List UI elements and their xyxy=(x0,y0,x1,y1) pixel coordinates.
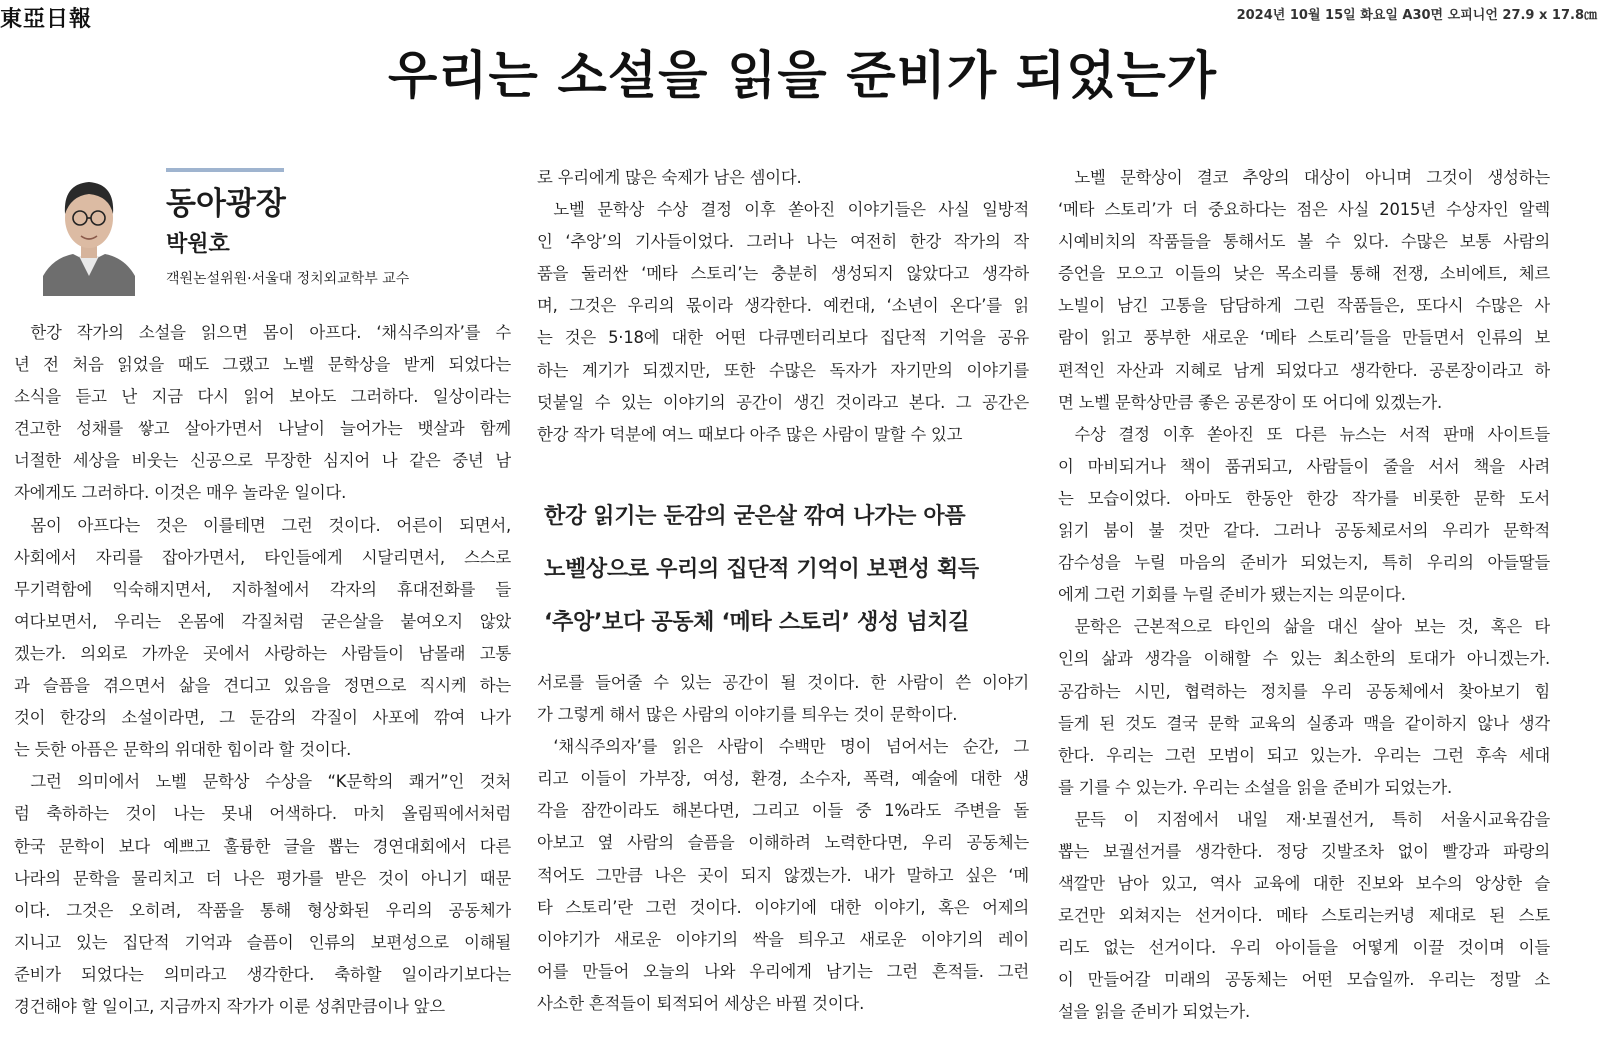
text-line: 한국 문학이 보다 예쁘고 훌륭한 글을 뽑는 경연대회에서 다른 xyxy=(14,836,511,856)
author-name: 박원호 xyxy=(166,232,230,257)
text-line: 문득 이 지점에서 내일 재·보궐선거, 특히 서울시교육감을 xyxy=(1074,809,1550,829)
text-line: 것이 한강의 소설이라면, 그 둔감의 각질이 사포에 깎여 나가 xyxy=(14,708,511,728)
text-line: 이야기가 새로운 이야기의 싹을 틔우고 새로운 이야기의 레이 xyxy=(537,929,1029,949)
text-line: 겠는가. 의외로 가까운 곳에서 사랑하는 사람들이 남몰래 고통 xyxy=(14,643,511,663)
text-line: 시예비치의 작품들을 통해서도 볼 수 있다. 수많은 보통 사람의 xyxy=(1058,232,1550,252)
text-line: 무기력함에 익숙해지면서, 지하철에서 각자의 휴대전화를 들 xyxy=(14,579,511,599)
pull-quote-line: 한강 읽기는 둔감의 굳은살 깎여 나가는 아픔 xyxy=(544,504,966,529)
pull-quote-line: 노벨상으로 우리의 집단적 기억이 보편성 획득 xyxy=(544,557,979,582)
text-line: 에게 그런 기회를 누릴 준비가 됐는지는 의문이다. xyxy=(1058,585,1406,605)
text-line: 인 ‘추앙’의 기사들이었다. 그러나 나는 여전히 한강 작가의 작 xyxy=(537,232,1029,252)
pull-quote xyxy=(544,490,1024,649)
text-line: 수상 결정 이후 쏟아진 또 다른 뉴스는 서적 판매 사이트들 xyxy=(1074,424,1550,444)
text-line: 각을 잠깐이라도 해본다면, 그리고 이들 중 1%라도 주변을 돌 xyxy=(537,801,1029,821)
article-headline: 우리는 소설을 읽을 준비가 되었는가 xyxy=(387,47,1217,106)
text-line: 어를 만들어 오늘의 나와 우리에게 남기는 그런 흔적들. 그런 xyxy=(537,961,1029,981)
text-line: 가 그렇게 해서 많은 사람의 이야기를 틔우는 것이 문학이다. xyxy=(537,705,958,725)
text-line: 한강 작가 덕분에 여느 때보다 아주 많은 사람이 말할 수 있고 xyxy=(537,424,963,444)
text-line: 들게 된 것도 결국 문학 교육의 실종과 맥을 같이하지 않나 생각 xyxy=(1058,713,1550,733)
article-column-2-bottom xyxy=(537,667,1029,1020)
text-line: 편적인 자산과 지혜로 남게 되었다고 생각한다. 공론장이라고 하 xyxy=(1058,360,1550,380)
text-line: 경건해야 할 일이고, 지금까지 작가가 이룬 성취만큼이나 앞으 xyxy=(14,996,445,1016)
text-line: 한강 작가의 소설을 읽으면 몸이 아프다. ‘채식주의자’를 수 xyxy=(30,323,511,342)
article-column-1 xyxy=(14,317,511,1023)
text-line: 설을 읽을 준비가 되었는가. xyxy=(1058,1002,1251,1022)
text-line: 증언을 모으고 이들의 낮은 목소리를 통해 전쟁, 소비에트, 체르 xyxy=(1058,264,1550,284)
text-line: 감수성을 누릴 마음의 준비가 되었는지, 특히 우리의 아들딸들 xyxy=(1058,553,1550,573)
text-line: 이 만들어갈 미래의 공동체는 어떤 모습일까. 우리는 정말 소 xyxy=(1058,970,1550,990)
text-line: 며, 그것은 우리의 몫이라 생각한다. 예컨대, ‘소년이 온다’를 읽 xyxy=(537,296,1029,316)
text-line: 견고한 성채를 쌓고 살아가면서 나날이 늘어가는 뱃살과 함께 xyxy=(14,419,511,439)
text-line: 사소한 흔적들이 퇴적되어 세상은 바뀔 것이다. xyxy=(537,993,865,1013)
text-line: 는 모습이었다. 아마도 한동안 한강 작가를 비롯한 문학 도서 xyxy=(1058,488,1550,508)
text-line: 로건만 외쳐지는 선거이다. 메타 스토리는커녕 제대로 된 스토 xyxy=(1058,906,1550,926)
text-line: 품을 둘러싼 ‘메타 스토리’는 충분히 생성되지 않았다고 생각하 xyxy=(537,264,1029,284)
article-column-2-top xyxy=(537,162,1029,451)
text-line: 서로를 들어줄 수 있는 공간이 될 것이다. 한 사람이 쓴 이야기 xyxy=(537,673,1029,692)
text-line: 덧붙일 수 있는 이야기의 공간이 생긴 것이라고 본다. 그 공간은 xyxy=(537,392,1029,412)
text-line: 람이 읽고 풍부한 새로운 ‘메타 스토리’들을 만들면서 인류의 보 xyxy=(1058,328,1550,348)
text-line: 나라의 문학을 물리치고 더 나은 평가를 받은 것이 아니기 때문 xyxy=(14,868,511,888)
newspaper-masthead: 東亞日報 xyxy=(0,6,93,32)
text-line: 사회에서 자리를 잡아가면서, 타인들에게 시달리면서, 스스로 xyxy=(14,547,511,567)
text-line: 한다. 우리는 그런 모범이 되고 있는가. 우리는 그런 후속 세대 xyxy=(1058,745,1550,765)
text-line: 과 슬픔을 겪으면서 삶을 견디고 있음을 정면으로 직시케 하는 xyxy=(14,676,511,696)
text-line: 년 전 처음 읽었을 때도 그랬고 노벨 문학상을 받게 되었다는 xyxy=(14,355,511,375)
text-line: 뽑는 보궐선거를 생각한다. 정당 깃발조차 없이 빨강과 파랑의 xyxy=(1058,841,1550,861)
text-line: 문학은 근본적으로 타인의 삶을 대신 살아 보는 것, 혹은 타 xyxy=(1074,617,1550,637)
text-line: 타 스토리’란 그런 것이다. 이야기에 대한 이야기, 혹은 어제의 xyxy=(537,897,1029,917)
text-line: 면 노벨 문학상만큼 좋은 공론장이 또 어디에 있겠는가. xyxy=(1058,392,1443,412)
article-column-3 xyxy=(1058,162,1550,1029)
text-line: 하는 계기가 되겠지만, 또한 수많은 독자가 자기만의 이야기를 xyxy=(537,360,1029,380)
text-line: 준비가 되었다는 의미라고 생각한다. 축하할 일이라기보다는 xyxy=(14,964,511,984)
text-line: 너절한 세상을 비웃는 신공으로 무장한 심지어 나 같은 중년 남 xyxy=(14,451,511,471)
text-line: 로 우리에게 많은 숙제가 남은 셈이다. xyxy=(537,168,802,187)
text-line: 이 마비되거나 책이 품귀되고, 사람들이 줄을 서서 책을 사려 xyxy=(1058,456,1550,476)
column-name-rule xyxy=(166,168,284,172)
author-title: 객원논설위원·서울대 정치외교학부 교수 xyxy=(166,271,410,287)
text-line: 노벨 문학상 수상 결정 이후 쏟아진 이야기들은 사실 일방적 xyxy=(553,200,1029,220)
text-line: 몸이 아프다는 것은 이를테면 그런 것이다. 어른이 되면서, xyxy=(30,515,511,535)
text-line: 읽기 붐이 불 것만 같다. 그러나 공동체로서의 우리가 문학적 xyxy=(1058,521,1550,541)
publication-dateline: 2024년 10월 15일 화요일 A30면 오피니언 27.9 x 17.8㎝ xyxy=(1236,8,1597,23)
text-line: 는 듯한 아픔은 문학의 위대한 힘이라 할 것이다. xyxy=(14,740,352,760)
text-line: 지니고 있는 집단적 기억과 슬픔이 인류의 보편성으로 이해될 xyxy=(14,932,511,952)
text-line: 그런 의미에서 노벨 문학상 수상을 “K문학의 쾌거”인 것처 xyxy=(30,772,511,792)
text-line: 인의 삶과 생각을 이해할 수 있는 최소한의 토대가 아니겠는가. xyxy=(1058,649,1550,669)
pull-quote-line: ‘추앙’보다 공동체 ‘메타 스토리’ 생성 넘치길 xyxy=(544,610,970,635)
text-line: 공감하는 시민, 협력하는 정치를 우리 공동체에서 찾아보기 힘 xyxy=(1058,681,1550,701)
text-line: 리도 없는 선거이다. 우리 아이들을 어떻게 이끌 것이며 이들 xyxy=(1058,938,1550,958)
text-line: 노벨 문학상이 결코 추앙의 대상이 아니며 그것이 생성하는 xyxy=(1074,168,1550,187)
text-line: ‘메타 스토리’가 더 중요하다는 점은 사실 2015년 수상자인 알렉 xyxy=(1058,200,1550,220)
text-line: 적어도 그만큼 나은 곳이 되지 않겠는가. 내가 말하고 싶은 ‘메 xyxy=(537,865,1029,885)
text-line: 를 기를 수 있는가. 우리는 소설을 읽을 준비가 되었는가. xyxy=(1058,777,1453,797)
text-line: 자에게도 그러하다. 이것은 매우 놀라운 일이다. xyxy=(14,483,347,503)
text-line: 리고 이들이 가부장, 여성, 환경, 소수자, 폭력, 예술에 대한 생 xyxy=(537,769,1029,789)
text-line: 는 것은 5·18에 대한 어떤 다큐멘터리보다 집단적 기억을 공유 xyxy=(537,328,1029,348)
author-photo xyxy=(43,158,135,296)
text-line: 노빌이 남긴 고통을 담담하게 그린 작품들은, 또다시 수많은 사 xyxy=(1058,296,1550,316)
text-line: 여다보면서, 우리는 온몸에 각질처럼 굳은살을 붙여오지 않았 xyxy=(14,611,511,631)
text-line: 럼 축하하는 것이 나는 못내 어색하다. 마치 올림픽에서처럼 xyxy=(14,804,511,824)
text-line: 소식을 듣고 난 지금 다시 읽어 보아도 그러하다. 일상이라는 xyxy=(14,387,511,407)
text-line: 아보고 옆 사람의 슬픔을 이해하려 노력한다면, 우리 공동체는 xyxy=(537,833,1029,853)
text-line: 색깔만 남아 있고, 역사 교육에 대한 진보와 보수의 앙상한 슬 xyxy=(1058,874,1550,894)
column-name: 동아광장 xyxy=(166,186,286,222)
text-line: 이다. 그것은 오히려, 작품을 통해 형상화된 우리의 공동체가 xyxy=(14,900,511,920)
text-line: ‘채식주의자’를 읽은 사람이 수백만 명이 넘어서는 순간, 그 xyxy=(553,737,1029,757)
